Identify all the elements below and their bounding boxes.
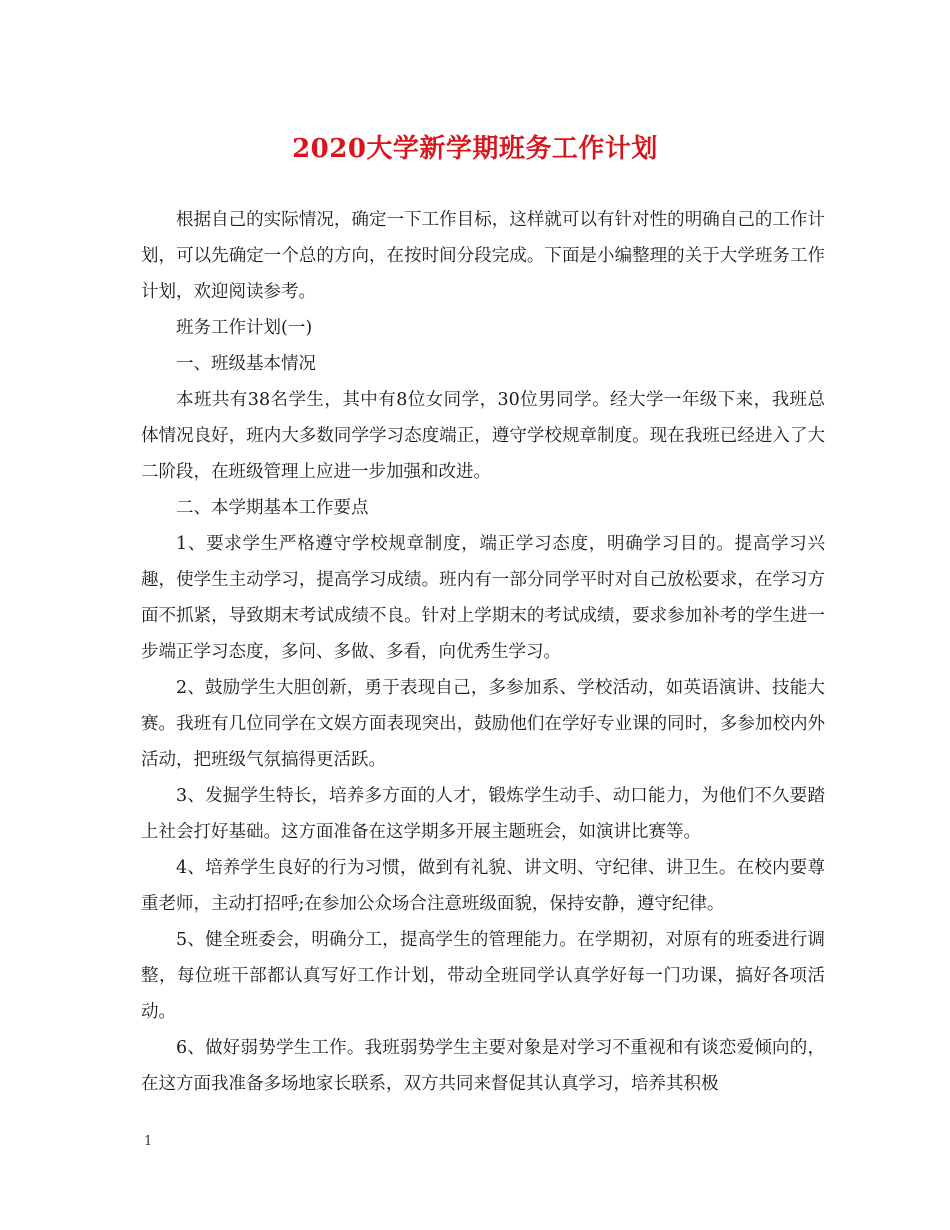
document-title: 2020大学新学期班务工作计划 [292,134,658,164]
paragraph-point-5: 5、健全班委会，明确分工，提高学生的管理能力。在学期初，对原有的班委进行调整，每位班干部都认真写好工作计划，带动全班同学认真学好每一门功课，搞好各项活动。 [141,930,825,1022]
paragraph-point-4: 4、培养学生良好的行为习惯，做到有礼貌、讲文明、守纪律、讲卫生。在校内要尊重老师，主动打招呼;在参加公众场合注意班级面貌，保持安静，遵守纪律。 [141,858,825,914]
paragraph-point-6: 6、做好弱势学生工作。我班弱势学生主要对象是对学习不重视和有谈恋爱倾向的，在这方面我准备多场地家长联系，双方共同来督促其认真学习，培养其积极 [141,1038,825,1094]
paragraph-section-heading: 班务工作计划(一) [176,318,313,338]
page-number: 1 [144,1134,153,1149]
paragraph-point-1: 1、要求学生严格遵守学校规章制度，端正学习态度，明确学习目的。提高学习兴趣，使学生主动学习，提高学习成绩。班内有一部分同学平时对自己放松要求，在学习方面不抓紧，导致期末考试成绩不良。针对上学期末的考试成绩，要求参加补考的学生进一步端正学习态度，多问、多做、多看，向优秀生学习。 [141,534,825,662]
paragraph-point-3: 3、发掘学生特长，培养多方面的人才，锻炼学生动手、动口能力，为他们不久要踏上社会打好基础。这方面准备在这学期多开展主题班会，如演讲比赛等。 [141,786,825,842]
paragraph-heading-1: 一、班级基本情况 [176,354,316,374]
paragraph-heading-2: 二、本学期基本工作要点 [176,498,369,518]
paragraph-class-situation: 本班共有38名学生，其中有8位女同学，30位男同学。经大学一年级下来，我班总体情况良好，班内大多数同学学习态度端正，遵守学校规章制度。现在我班已经进入了大二阶段，在班级管理上应进一步加强和改进。 [141,390,825,482]
document-body [141,202,825,1102]
paragraph-intro: 根据自己的实际情况，确定一下工作目标，这样就可以有针对性的明确自己的工作计划，可以先确定一个总的方向，在按时间分段完成。下面是小编整理的关于大学班务工作计划，欢迎阅读参考。 [141,210,825,302]
paragraph-point-2: 2、鼓励学生大胆创新，勇于表现自己，多参加系、学校活动，如英语演讲、技能大赛。我班有几位同学在文娱方面表现突出，鼓励他们在学好专业课的同时，多参加校内外活动，把班级气氛搞得更活跃。 [141,678,825,770]
